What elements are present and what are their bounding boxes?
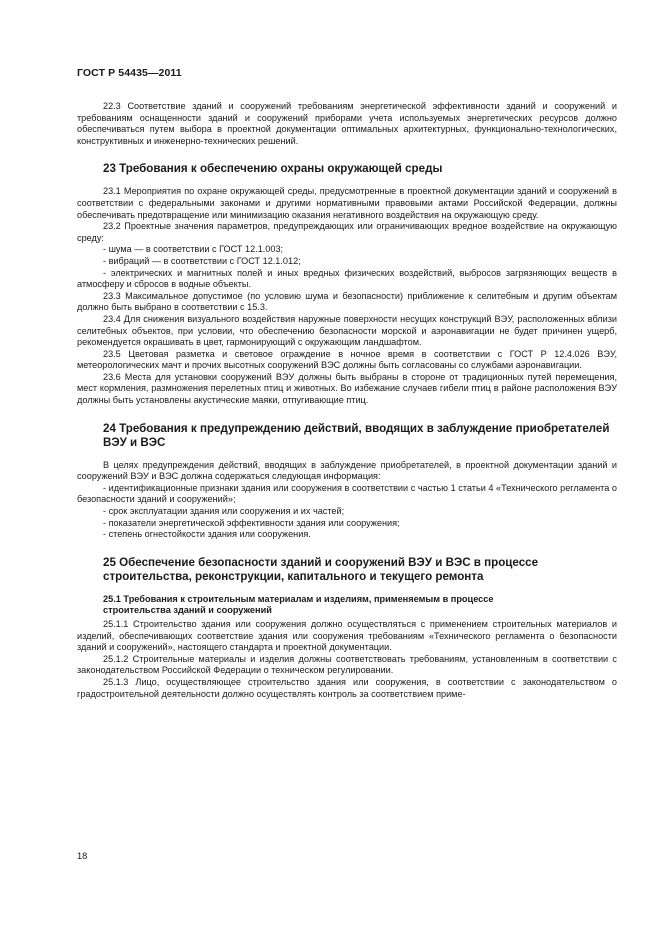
section-24-title: 24 Требования к предупреждению действий, вводящих в заблуждение приобретателей ВЭУ и ВЭС — [103, 421, 610, 449]
section-24 — [77, 422, 617, 541]
paragraph-22-3: 22.3 Соответствие зданий и сооружений требованиям энергетической эффективности зданий и сооружений и требованиям оснащенности зданий и сооружений приборами учета используемых энергетических ресурсов должно обеспечиваться путем выбора в проектной документации оптимальных архитектурных, функционально-технологических, конструктивных и инженерно-технических решений. — [77, 101, 617, 146]
document-header: ГОСТ Р 54435—2011 — [77, 67, 182, 79]
list-item: - степень огнестойкости здания или сооружения. — [103, 529, 311, 540]
section-25-title: 25 Обеспечение безопасности зданий и сооружений ВЭУ и ВЭС в процессе строительства, реконструкции, капитального и текущего ремонта — [103, 555, 539, 583]
subsection-25-1-title: 25.1 Требования к строительным материалам и изделиям, применяемым в процессе строительства зданий и сооружений — [103, 593, 494, 616]
list-item: - электрических и магнитных полей и иных вредных физических воздействий, выбросов загрязняющих веществ в атмосферу и сбросов в водные объекты. — [77, 267, 617, 290]
list-item: - вибраций — в соответствии с ГОСТ 12.1.012; — [103, 255, 301, 266]
page-number: 18 — [77, 851, 88, 861]
paragraph: 25.1.1 Строительство здания или сооружения должно осуществляться с применением строительных материалов и изделий, обеспечивающих соответствие здания или сооружения требованиям «Технического регламента о безопасности зданий и сооружений», настоящего стандарта и проектной документации. — [77, 619, 617, 653]
paragraph: В целях предупреждения действий, вводящих в заблуждение приобретателей, в проектной документации зданий и сооружений ВЭУ и ВЭС должна содержаться следующая информация: — [77, 459, 617, 482]
paragraph: 23.1 Мероприятия по охране окружающей среды, предусмотренные в проектной документации зданий и сооружений в соответствии с федеральными законами и другими нормативными правовыми актами Российской Федерации, должны обеспечивать предотвращение или минимизацию оказания негативного воздействия на окружающую среду. — [77, 186, 617, 220]
document-page — [77, 67, 617, 700]
section-23 — [77, 162, 617, 406]
list-item: - показатели энергетической эффективности здания или сооружения; — [103, 517, 400, 528]
paragraph: 23.4 Для снижения визуального воздействия наружные поверхности несущих конструкций ВЭУ, расположенных вблизи селитебных объектов, при условии, что обеспечению безопасности морской и аэронавигации не будет причинен ущерб, рекомендуется окрашивать в цвет, гармонирующий с окружающим ландшафтом. — [77, 313, 617, 348]
paragraph: 23.6 Места для установки сооружений ВЭУ должны быть выбраны в стороне от традиционных путей перемещения, мест кормления, размножения перелетных птиц и животных. Во избежание случаев гибели птиц в районе расположения ВЭУ должны быть установлены акустические маяки, отпугивающие птиц. — [77, 371, 617, 406]
paragraph: 25.1.3 Лицо, осуществляющее строительство здания или сооружения, в соответствии с законодательством о градостроительной деятельности должно осуществлять контроль за соответствием приме- — [77, 676, 617, 699]
paragraph: 23.5 Цветовая разметка и световое ограждение в ночное время в соответствии с ГОСТ Р 12.4.026 ВЭУ, метеорологических мачт и прочих высотных сооружений ВЭС должны быть согласованы со службами аэронавигации. — [77, 348, 617, 371]
section-25 — [77, 556, 617, 700]
list-item: - идентификационные признаки здания или сооружения в соответствии с частью 1 статьи 4 «Технического регламента о безопасности зданий и сооружений»; — [77, 482, 617, 505]
paragraph: 23.2 Проектные значения параметров, предупреждающих или ограничивающих вредное воздействие на окружающую среду: — [77, 221, 617, 243]
paragraph: 25.1.2 Строительные материалы и изделия должны соответствовать требованиям, установленным в соответствии с законодательством Российской Федерации о техническом регулировании. — [77, 653, 617, 676]
section-23-title: 23 Требования к обеспечению охраны окружающей среды — [103, 162, 443, 176]
list-item: - срок эксплуатации здания или сооружения и их частей; — [103, 506, 345, 517]
list-item: - шума — в соответствии с ГОСТ 12.1.003; — [103, 244, 284, 255]
paragraph: 23.3 Максимальное допустимое (по условию шума и безопасности) приближение к селитебным и другим объектам должно быть выбрано в соответствии с 15.3. — [77, 290, 617, 313]
